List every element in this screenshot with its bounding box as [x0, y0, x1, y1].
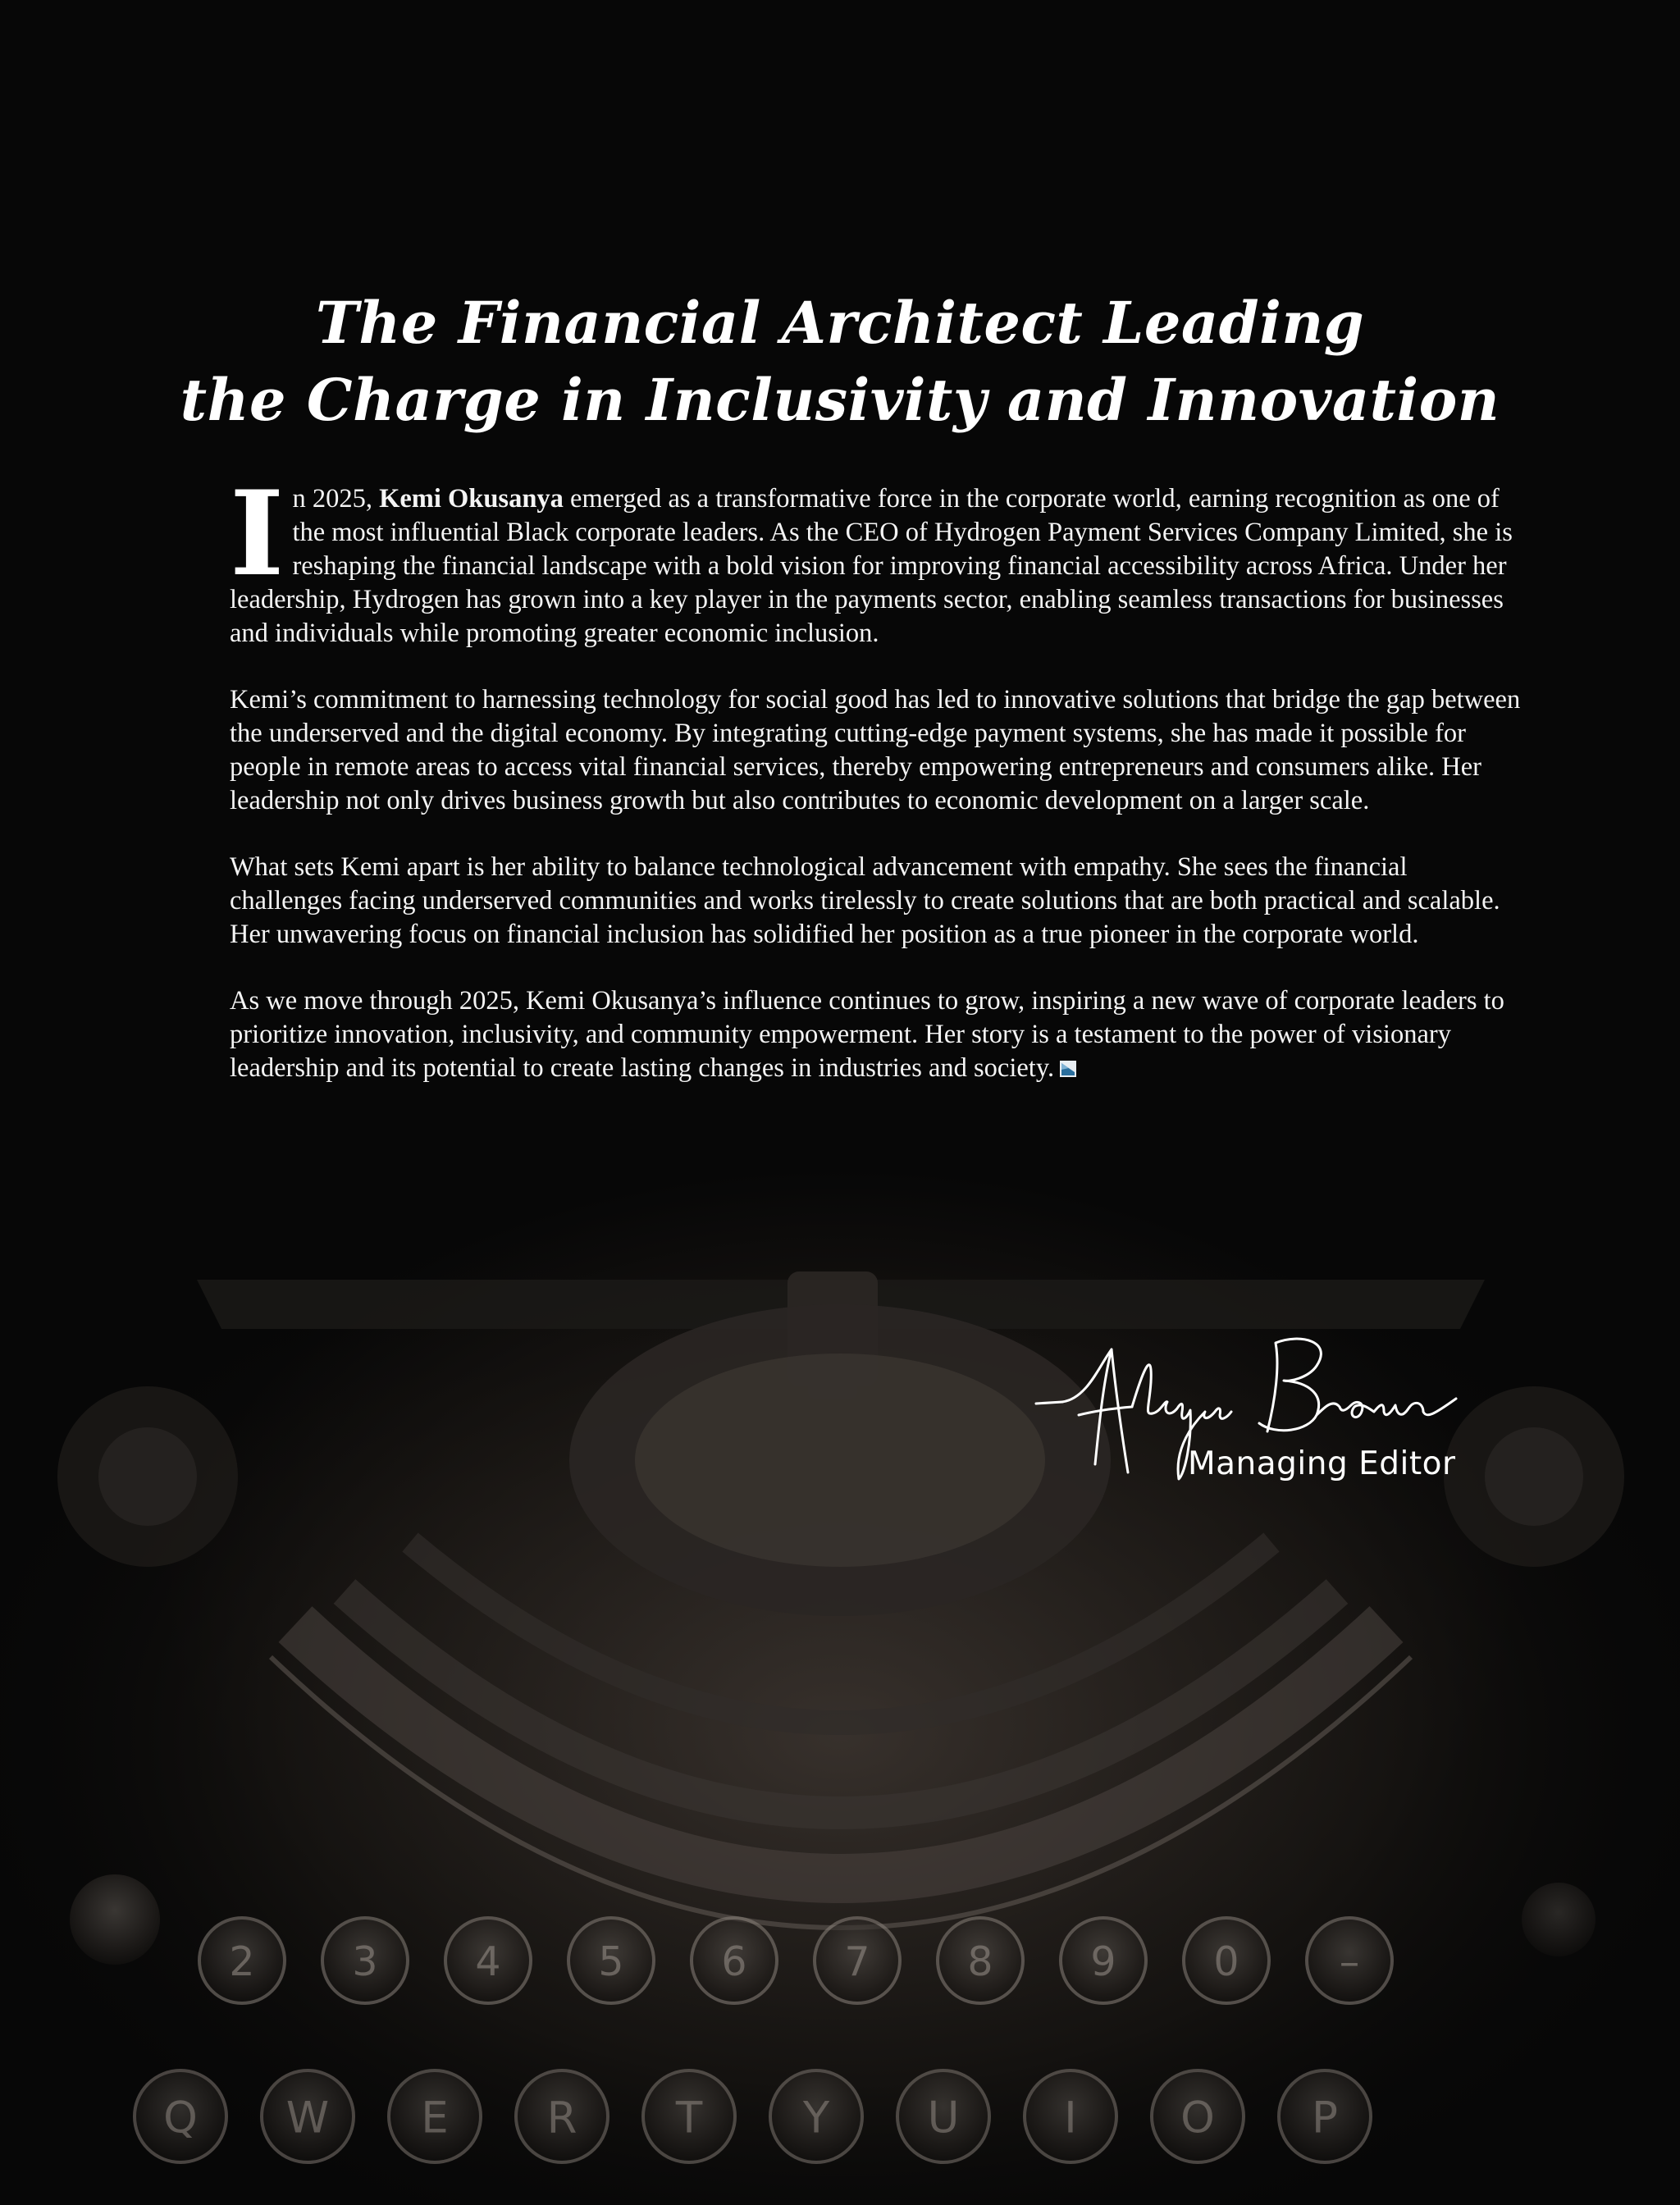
end-mark-icon: [1059, 1060, 1077, 1078]
paragraph-1: [230, 466, 1524, 651]
paragraph-3: What sets Kemi apart is her ability to balance technological advancement with empathy. She sees the financial challenges facing underserved communities and works tirelessly to create solutions that are both practical and scalable. Her unwavering focus on financial inclusion has solidified her position as a true pioneer in the corporate world.: [230, 852, 1500, 949]
typewriter-key-label: O: [1180, 2093, 1215, 2143]
paragraph-2: Kemi’s commitment to harnessing technology for social good has led to innovative solutions that bridge the gap between the underserved and the digital economy. By integrating cutting-edge payment systems, she has made it possible for people in remote areas to access vital financial services, thereby empowering entrepreneurs and consumers alike. Her leadership not only drives business growth but also contributes to economic development on a larger scale.: [230, 685, 1521, 815]
typewriter-key-label: T: [675, 2093, 703, 2143]
typewriter-key-label: Y: [802, 2093, 830, 2143]
paragraph-4-text: As we move through 2025, Kemi Okusanya’s influence continues to grow, inspiring a new wave of corporate leaders to prioritize innovation, inclusivity, and community empowerment. Her story is a testament to the power of visionary leadership and its potential to create lasting changes in industries and society.: [230, 986, 1504, 1083]
paragraph-4: [230, 984, 1524, 1085]
typewriter-key-label: 7: [844, 1938, 870, 1986]
typewriter-key-label: 6: [721, 1938, 747, 1986]
article-body: [230, 466, 1524, 1118]
subject-name: Kemi Okusanya: [379, 484, 564, 514]
paragraph-1-rest: emerged as a transformative force in the corporate world, earning recognition as one of the most influential Black corporate leaders. As the CEO of Hydrogen Payment Services Company Limited, she is reshaping the financial landscape with a bold vision for improving financial accessibility across Africa. Under her leadership, Hydrogen has grown into a key player in the payments sector, enabling seamless transactions for businesses and individuals while promoting greater economic inclusion.: [230, 484, 1513, 648]
typewriter-key-label: 9: [1090, 1938, 1116, 1986]
typewriter-key-label: 3: [352, 1938, 378, 1986]
typewriter-key-label: 4: [475, 1938, 501, 1986]
typewriter-key-label: P: [1312, 2093, 1338, 2143]
typewriter-key-label: 5: [598, 1938, 624, 1986]
typewriter-key-label: R: [546, 2093, 578, 2143]
typewriter-illustration: [0, 1165, 1680, 2205]
typewriter-key-label: U: [927, 2093, 960, 2143]
signature-role: Managing Editor: [1188, 1445, 1456, 1482]
typewriter-key-label: –: [1339, 1938, 1360, 1986]
typewriter-key-label: Q: [163, 2093, 198, 2143]
typewriter-key-label: E: [421, 2093, 449, 2143]
typewriter-key-label: W: [285, 2093, 330, 2143]
typewriter-key-label: 0: [1213, 1938, 1239, 1986]
article-title: [0, 285, 1680, 439]
typewriter-key-label: I: [1064, 2093, 1077, 2143]
drop-cap: I: [230, 466, 285, 602]
typewriter-key-label: 8: [967, 1938, 993, 1986]
title-line-2: the Charge in Inclusivity and Innovation: [180, 365, 1500, 434]
paragraph-1-lead: n 2025,: [292, 484, 380, 514]
title-line-1: The Financial Architect Leading: [315, 288, 1365, 357]
typewriter-key-label: 2: [229, 1938, 255, 1986]
